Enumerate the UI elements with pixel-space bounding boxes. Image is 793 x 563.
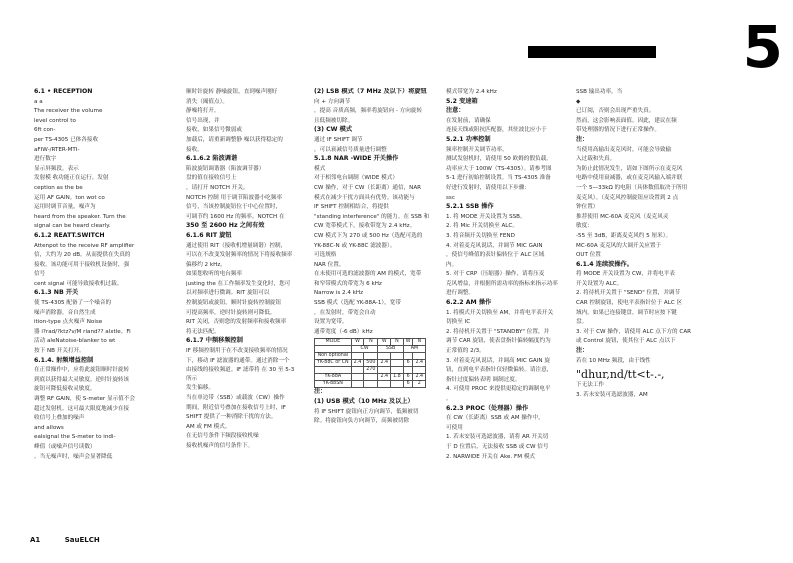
text-line: 对于相邻电台调制（WIDE 模式） [314,175,398,182]
text-line: 收信号上叠加的噪声 [34,415,85,422]
text-line: 或 Control 旋钮，使其位于 ALC 点以下 [576,338,676,345]
table-header-cell: N [413,339,426,346]
text-line: 麦克风）。（麦克风控制旋钮应设置到 2 点 [576,194,679,201]
text-line: 信号，当该控制旋钮位于中心位置时， [186,204,282,211]
text-line: 6.2.2 AM 操作 [446,299,492,307]
page-number: 5 [742,13,783,81]
text-line: 350 至 2600 Hz 之间有效 [186,222,265,230]
text-line: 注： [576,347,589,355]
text-line: OUT 位置 [576,252,601,259]
text-line: 噪声消除器，音自然生成 [34,309,96,316]
text-line: ception as the be [34,184,83,191]
text-line: 接收。该功能可用于接收机设备时，强 [34,261,130,268]
text-line: CW 操作，对于 CW（长距离）通信，NAR [314,184,422,191]
text-line: 当在单边带（SSB）或载波（CW）操作 [186,395,285,401]
table-cell [364,353,378,360]
text-line: 3. 对于 CW 操作，请使用 ALC 点下方的 CAR [576,328,692,335]
text-line: Attenpot to the receive RF amplifier [34,242,135,249]
table-row [315,367,426,374]
text-line: 6.1.2 REATT.SWITCH [34,231,105,239]
text-line: 1. 若未安装可选滤波器，请将 AR 开关切 [446,434,549,441]
text-line: 可提高频率，逆时针旋转则可降低。 [186,309,276,316]
column-5 [576,88,711,538]
text-line: 显示屏频段。表示 [34,165,79,172]
text-line: 调节 CAR 旋钮，使表盘指针偏转幅度约为 [446,338,551,345]
table-cell: YK-88A [315,374,352,381]
text-line: RIT 关闭，否则您的发射频率和接收频率 [186,319,287,326]
text-line: 盘。 [576,319,588,326]
text-line: 通过使用 RIT（接收机增量调谐）控制， [186,242,287,249]
text-line: 6.1.3 NB 开关 [34,289,79,297]
text-line: SSB 输出功率。当 [576,89,623,95]
text-line: 使 TS-4305 配备了一个噪音的 [34,300,112,307]
table-cell [413,353,426,360]
page-code: A1 [30,536,41,544]
table-header-cell: N [391,339,404,346]
text-line: 4. 对着麦克风说话，并调节 MIC GAIN [446,242,543,249]
text-line: 静噪将打开。 [186,108,220,115]
text-line: 盘的值在接收信号上 [186,175,237,182]
text-line: 偏移约 2 kHz。 [186,261,226,268]
text-line: 已订阅，否则会出现严重失真。 [576,108,655,115]
text-line: 运用时调节音量，噪声为 [34,204,96,211]
text-line: 将 IF SHIFT 旋钮向正方向调节，低频被切 [314,408,419,415]
text-line: heard from the speaker. Turn the [34,213,126,220]
table-cell: 6 [403,374,413,381]
text-line: 到底以获得最大灵敏度。逆时针旋转该 [34,376,130,383]
text-line: 由接线的接收频道。IF 滤带将 在 30 至 5-3 所示 [186,367,295,382]
text-line: 6.1 • RECEPTION [34,88,93,95]
text-line: 1. 将模式开关切换至 AM，并将电平表开关 [446,309,554,316]
text-line: ，可以衰减信号质量进行调整 [314,146,387,153]
text-line: 进行数字 [34,156,57,163]
text-line: NAR 位置。 [314,261,345,268]
text-line: 3. 对着麦克风说话，并调高 MIC GAIN 旋 [446,357,550,364]
text-line: 以对频率进行微调。RIT 旋钮可以 [186,290,270,297]
text-line: 可使用 [446,424,463,431]
table-cell: Non optional [315,353,352,360]
text-line: 一个 5—33kΩ 的电阻（具体数值取决于所用 [576,184,688,191]
text-line: 在无信号条件下频段接收机噪 [186,433,259,440]
text-line: IF 移频控制用于在不改变接收频率的情况 [186,348,288,355]
text-line: 开关设置为 ALC。 [576,280,623,287]
text-line: NOTCH 控制 用于调节陷波器小吃频率 [186,194,283,201]
text-line: 可调节约 1600 Hz 的频率。NOTCH 在 [186,213,285,220]
text-line: 顺时针旋转 静噪旋钮，直到噪声刚好 [186,89,278,95]
text-line: 陷波旋钮调谐器（陷波调节器） [186,165,265,172]
text-line: 若在 10 MHz 频段，由于线性 [576,357,651,364]
text-line: 4. 可使用 PROC 来提供更稳定的调制电平 [446,386,551,393]
text-line: YK-88C-N 或 YK-88C 滤波器）。 [314,242,396,249]
text-line: 6.1.6.2 陷波调谐 [186,155,238,163]
text-line: "standing interference" 的能力。在 SSB 和 [314,213,430,220]
text-line: 功率应大于 100W（TS-4305）。请参考图 [446,165,552,172]
table-cell: 6 [403,360,413,367]
text-line: ，提高 音质高频，频率将旋钮向 - 方向旋转 [314,108,423,115]
table-cell [315,367,352,374]
text-line: 器 i?rad/?ktz?v/M riand?? alxtle。Fi [34,328,131,335]
text-line: -55 至 3dB，距离麦克风约 5 厘米）。 [576,232,672,239]
text-line: 在未使用可选的滤波器的 AM 的模式，宽带 [314,271,422,278]
text-line: 入过载和失真。 [576,156,616,163]
table-cell [403,353,413,360]
text-line: 好进行发射时，请使用以下步骤： [446,184,530,191]
text-line: 6.1.7 中频移频控制 [186,337,243,345]
text-line: 控制旋钮或旋钮，顺时针旋转控制旋钮 [186,300,282,307]
text-line: 信，大约为 20 dB。从而提供在失真的 [34,252,131,259]
text-line: 下，移动 IF 滤波器的通带。通过消除一个 [186,357,290,364]
table-cell [364,381,378,388]
text-line: justing the 在工作频率发生变化时，您可 [186,280,291,287]
text-line: 为防止此情况发生，请如下图所示在麦克风 [576,165,683,172]
text-line: 接收机噪声的信号条件下。 [186,442,254,449]
text-line: 。当无噪声时，噪声会显著降低 [34,453,113,460]
table-group-cell: CW [351,346,378,353]
text-line: 下无法工作 [576,382,604,389]
text-line: 3. 若未安装可选滤波器，AM [576,391,648,398]
table-header-cell: W [403,339,413,346]
table-cell [391,353,404,360]
table-cell [315,346,352,353]
text-line: 测试发射机时，请使用 50 欧姆的假负载。 [446,156,552,163]
text-line: 在正常操作中，应将此旋钮顺时针旋转 [34,367,130,374]
text-line: 接收。 [186,146,203,153]
text-line: CW 模式下为 270 或 500 Hz（选配可选的 [314,232,423,239]
table-cell: 2.4 [378,374,391,381]
text-line: 5. 对于 CRP（压缩器）操作，请将压麦 [446,271,545,278]
text-line: SSB 模式（选配 YK-88A-1），宽带 [314,300,401,307]
text-line: 切换至 IC [446,319,471,326]
text-line: 频率控制开关调节功率。 [446,146,508,153]
text-line: and allows [34,424,64,431]
text-line: 模式 [314,165,326,172]
text-line: 和窄带模式的带宽为 6 kHz [314,280,382,287]
text-line: 在 CW（长距离）SSB 或 AM 操作中， [446,415,544,422]
table-header-cell: W [378,339,391,346]
table-cell [391,360,404,367]
text-line: 期间，附近信号叠加在接收信号上时，IF [186,404,286,411]
text-line: 钟位置） [576,204,599,211]
text-line: 通带宽度（-6 dB）kHz [314,328,373,335]
text-line: 当使用高输出麦克风时，可能会导致输 [576,146,672,153]
text-line: ，在发射时，带宽会自动 [314,309,376,316]
table-cell: 2.4 [413,374,426,381]
table-group-cell: AM [403,346,425,353]
table-cell: 2.4 [351,360,364,367]
text-line: ◆ [576,98,581,105]
text-line: 指针过度偏转表明 调制过度。 [446,376,521,383]
text-line: 然而，这会影响表面值。因此，建议在频 [576,117,677,124]
table-cell: 2.4 [413,360,426,367]
bandwidth-table [314,338,426,388]
table-header-cell: N [364,339,378,346]
table-header-cell: W [351,339,364,346]
text-line: 可选规格 [314,252,337,259]
text-line: 发射模 收功能正在运行。发射 [34,175,109,182]
text-line: 峰值（或噪声信号读数） [34,443,96,450]
text-line: 带处理器的情况下进行正常操作。 [576,127,660,134]
text-line: (1) USB 模式（10 MHz 及以上） [314,398,414,406]
text-line: 发生偏移。 [186,385,214,392]
text-line: 1. 将 MODE 开关设置为 SSB。 [446,213,526,220]
text-line: 正常值的 2/3。 [446,348,485,355]
text-line: 超过发射机。这可最大限度地减少在接 [34,405,130,412]
text-line: a a [34,98,43,105]
text-line: CW 宽带模式下，接收带宽为 2.4 kHz。 [314,223,416,230]
text-line: 推荐使用 MC-60A 麦克风（麦克风灵 [576,213,669,220]
table-cell: 2.4 [378,360,391,367]
text-line: 加载后，请重新调整静 噪以获得稳定的 [186,136,283,143]
text-line: 6.1.4 连续波操作。 [576,260,633,268]
text-line: ition-type 点火噪声 Noise [34,319,103,326]
table-cell [351,367,364,374]
text-line: 可以在不改变发射频率的情况下将接收频率 [186,252,293,259]
column-4 [446,88,574,538]
table-cell: 2 [413,381,426,388]
text-line: 连接天线或阻抗匹配器，其驻波比应小于 [446,127,547,134]
text-line: 将无法匹配。 [186,328,220,335]
text-line: per TS-4305 已体各接收 [34,136,99,143]
text-line: 按下 NB 开关打开。 [34,348,85,355]
table-row [315,374,426,381]
table-group-cell: SSB [378,346,403,353]
text-line: 向 + 方向调节 [314,98,351,105]
text-line: 如果您收听的电台频率 [186,271,242,278]
text-line: 内。 [446,261,458,268]
table-cell: 6 [403,381,413,388]
text-line: cent signal 可能导致接收机过载。 [34,280,123,287]
text-line: 消失（阈值点）。 [186,98,228,105]
text-line: The receiver the volume [34,108,103,115]
text-line: 运用 AF GAIN。ton wot co [34,194,105,201]
table-cell [391,381,404,388]
table-cell [378,353,391,360]
section-bar [528,46,656,58]
text-line: 模式带宽为 2.4 kHz [446,89,497,95]
handwritten-note: "dhur,nd/tt<t-.-, [576,368,665,382]
text-line: 且低频被切除。 [314,117,354,124]
table-cell [413,367,426,374]
text-line: (2) LSB 模式（7 MHz 及以下）将旋钮 [314,88,427,95]
table-cell: 500 [364,360,378,367]
text-line: 。 [446,396,452,402]
text-line: 6.1.6 RIT 旋钮 [186,231,232,239]
column-3-notes [314,388,444,425]
text-line: 域内。如果已连接键盘，调节时应按下键 [576,309,677,316]
text-line: 5.2.1 SSB 操作 [446,203,494,211]
text-line: 电路中使用衰减器，或在麦克风输入端并联 [576,175,683,182]
text-line: 2. 将待机开关置于 "STANDBY" 位置，并 [446,328,550,335]
text-line: 注意： [446,107,465,115]
text-line: MC-60A 麦克风的大调开关应置于 [576,242,662,249]
text-line: ，请打开 NOTCH 开关。 [186,184,249,191]
text-line: (3) CW 模式 [314,126,353,134]
text-line: 设置为宽带。 [314,319,348,326]
text-line: 5.2.1 功率控制 [446,135,491,143]
table-cell: YK-88C or CN [315,360,352,367]
table-cell [391,367,404,374]
table-cell: YK-88SN [315,381,352,388]
text-line: 信号 [34,271,46,278]
column-5-tail [576,381,711,399]
footer [30,536,122,544]
text-line: 克风增益，并根据所需功率的指标来指示功率 [446,280,558,287]
text-line: 信号出现，并 [186,117,220,124]
column-1 [34,88,174,528]
text-line: 于 D 位置后，无法接收 SSB 或 CW 信号 [446,443,549,450]
table-header-cell: MODE [315,339,352,346]
text-line: 旋钮可降低接收灵敏度。 [34,386,96,393]
text-line: 活动 aleNatoise-blanker to wt [34,338,116,345]
table-cell [378,367,391,374]
text-line: IF SHIFT 控制相结合，将提供 [314,204,389,211]
text-line: 6.2.3 PROC（处理器）操作 [446,404,529,412]
table-cell [378,381,391,388]
table-cell [351,374,364,381]
text-line: aFIW-/RTER-MTI- [34,146,80,153]
text-line: ，使信号峰值的表针偏转位于 ALC 区域 [446,252,545,259]
text-line: 将 MODE 开关设置为 CW，并将电平表 [576,271,675,278]
text-line: CAR 控制旋钮，使电平表指针位于 ALC 区 [576,300,683,307]
text-line: level control to [34,117,76,124]
column-3 [314,88,444,538]
text-line: 5.1.8 NAR -WIDE 开关操作 [314,155,399,163]
text-line: 2. NARWIDE 开关在 Ake. FM 模式 [446,453,536,460]
text-line: 接收，如果信号微弱或 [186,127,242,134]
table-cell [364,374,378,381]
text-line: 注： [576,135,589,143]
text-line: 通过 IF SHIFT 调节 [314,136,363,143]
text-line: ealsignal the S-meter to indi- [34,434,116,441]
text-line: 钮，直到电平表指针仅轻微偏转。请注意， [446,367,553,374]
text-line: 进行调整。 [446,290,474,297]
brand-name: SauELCH [64,536,100,544]
text-line: 6.1.4. 射频增益控制 [34,356,94,364]
text-line: 6ft con- [34,127,56,134]
table-cell [351,353,364,360]
text-line: Narrow is 2.4 kHz [314,290,364,297]
column-2 [186,88,296,528]
column-5-text [576,88,711,365]
text-line: 2. 将 Mic 开关切换至 ALC。 [446,223,518,230]
table-cell [403,367,413,374]
text-line: AM 或 FM 模式。 [186,423,231,430]
table-row [315,360,426,367]
table-cell [351,381,364,388]
table-cell: 1.8 [391,374,404,381]
text-line: 除。将旋钮向负方向调节，高频被切除 [314,418,410,425]
text-line: 3. 将音频开关切换至 FEND [446,232,515,239]
text-line: SHIFT 提供了一种消除干扰的方法。 [186,414,277,421]
text-line: signal can be heard clearly. [34,223,111,230]
text-line: 在发射前，请确保 [446,117,491,124]
table-row [315,353,426,360]
text-line: 注： [314,388,327,396]
text-line: 5-1 进行初始控制设置。当 TS-4305 准备 [446,175,551,182]
text-line: 模式在减少干扰方面具有优势。该功能与 [314,194,415,201]
table-cell: 270 [364,367,378,374]
table-row [315,381,426,388]
text-line: 调整 RF GAIN，使 S-meter 显示值不会 [34,396,135,402]
text-line: 2. 将待机开关置于 "SEND" 位置，并调节 [576,290,681,297]
text-line: ssc [446,194,455,201]
column-3-text [314,88,444,336]
text-line: 敏度： [576,223,593,230]
text-line: 5.2 变速箱 [446,97,478,105]
